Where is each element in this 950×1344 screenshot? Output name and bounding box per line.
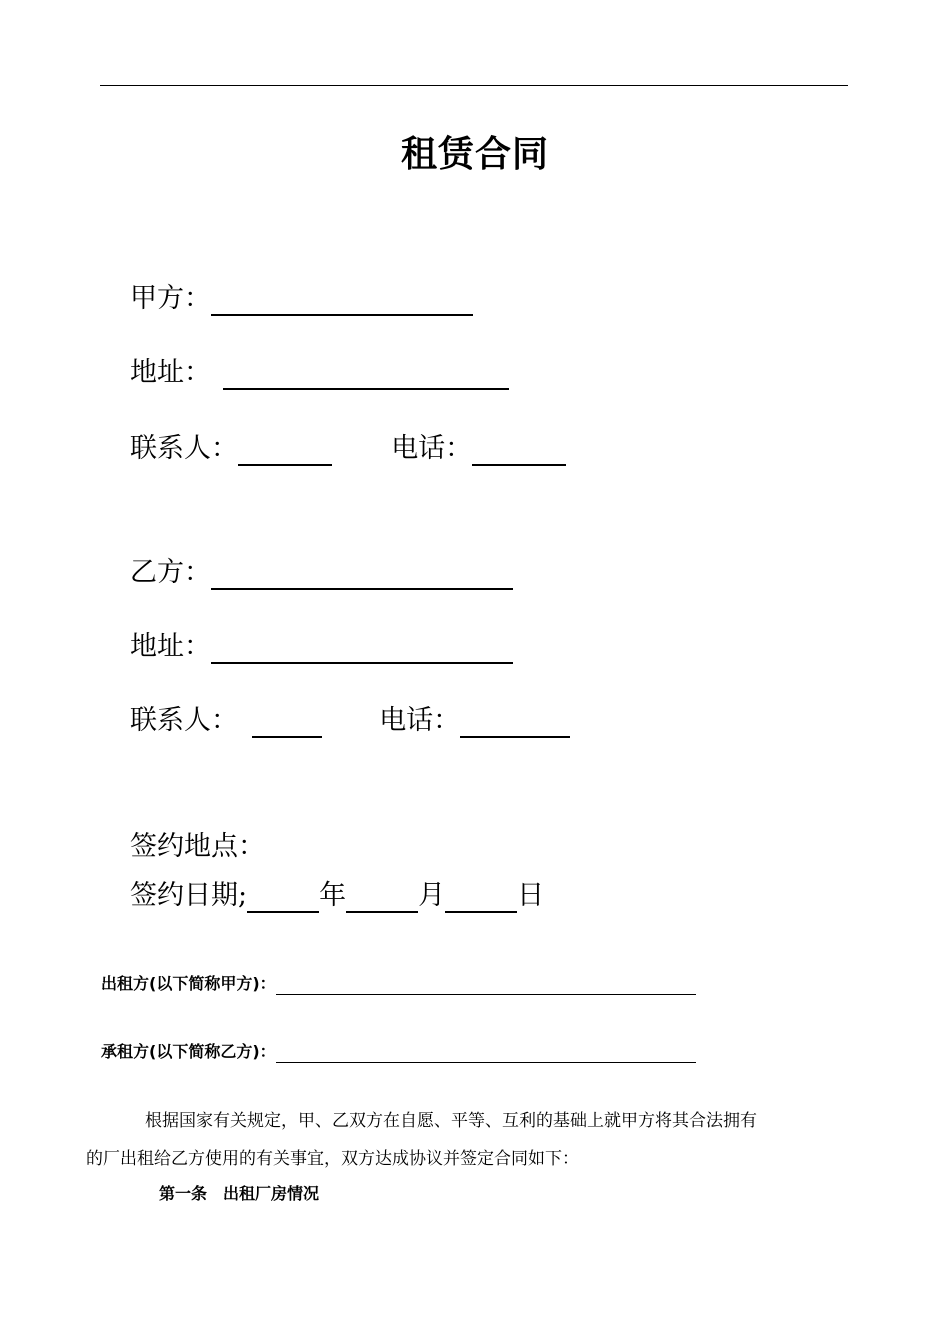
party-b-phone-blank[interactable] (460, 706, 570, 738)
party-a-phone-blank[interactable] (472, 434, 566, 466)
party-b-address-row (130, 630, 513, 664)
party-a-contact-blank[interactable] (238, 434, 332, 466)
signing-month-label: 月 (418, 880, 446, 911)
lessor-label: 出租方(以下简称甲方)： (101, 974, 276, 993)
signing-date-label: 签约日期; (130, 880, 248, 911)
signing-day-blank[interactable] (445, 881, 517, 913)
party-b-phone-label: 电话： (379, 705, 461, 736)
lessee-blank[interactable] (276, 1044, 696, 1063)
document-title: 租赁合同 (400, 134, 549, 175)
party-b-contact-label: 联系人： (130, 705, 238, 736)
party-b-name-blank[interactable] (211, 558, 513, 590)
party-b-label: 乙方： (130, 557, 211, 588)
party-a-address-label: 地址： (130, 357, 211, 388)
party-a-name-blank[interactable] (211, 284, 473, 316)
lessor-row (101, 973, 696, 995)
intro-line-1: 根据国家有关规定，甲、乙双方在自愿、平等、互利的基础上就甲方将其合法拥有 (145, 1111, 757, 1131)
party-a-contact-label: 联系人： (130, 433, 238, 464)
lessee-label: 承租方(以下简称乙方)： (101, 1042, 276, 1061)
party-a-address-row (130, 356, 509, 390)
lessor-blank[interactable] (276, 976, 696, 995)
party-a-address-blank[interactable] (223, 358, 509, 390)
signing-month-blank[interactable] (346, 881, 418, 913)
party-a-phone-label: 电话： (391, 433, 473, 464)
party-b-address-blank[interactable] (211, 632, 513, 664)
party-a-contact-row (130, 432, 566, 466)
article-1-heading: 第一条 出租厂房情况 (159, 1184, 320, 1203)
intro-line-2: 的厂出租给乙方使用的有关事宜，双方达成协议并签定合同如下： (86, 1149, 579, 1169)
signing-year-label: 年 (319, 880, 347, 911)
party-a-row (130, 282, 473, 316)
header-rule (100, 85, 848, 86)
party-a-label: 甲方： (130, 283, 211, 314)
party-b-address-label: 地址： (130, 631, 211, 662)
party-b-contact-row (130, 704, 570, 738)
party-b-contact-blank[interactable] (252, 706, 322, 738)
signing-date-row (130, 879, 544, 913)
party-b-row (130, 556, 513, 590)
lessee-row (101, 1041, 696, 1063)
signing-day-label: 日 (517, 880, 545, 911)
signing-year-blank[interactable] (247, 881, 319, 913)
signing-place: 签约地点： (130, 831, 265, 862)
